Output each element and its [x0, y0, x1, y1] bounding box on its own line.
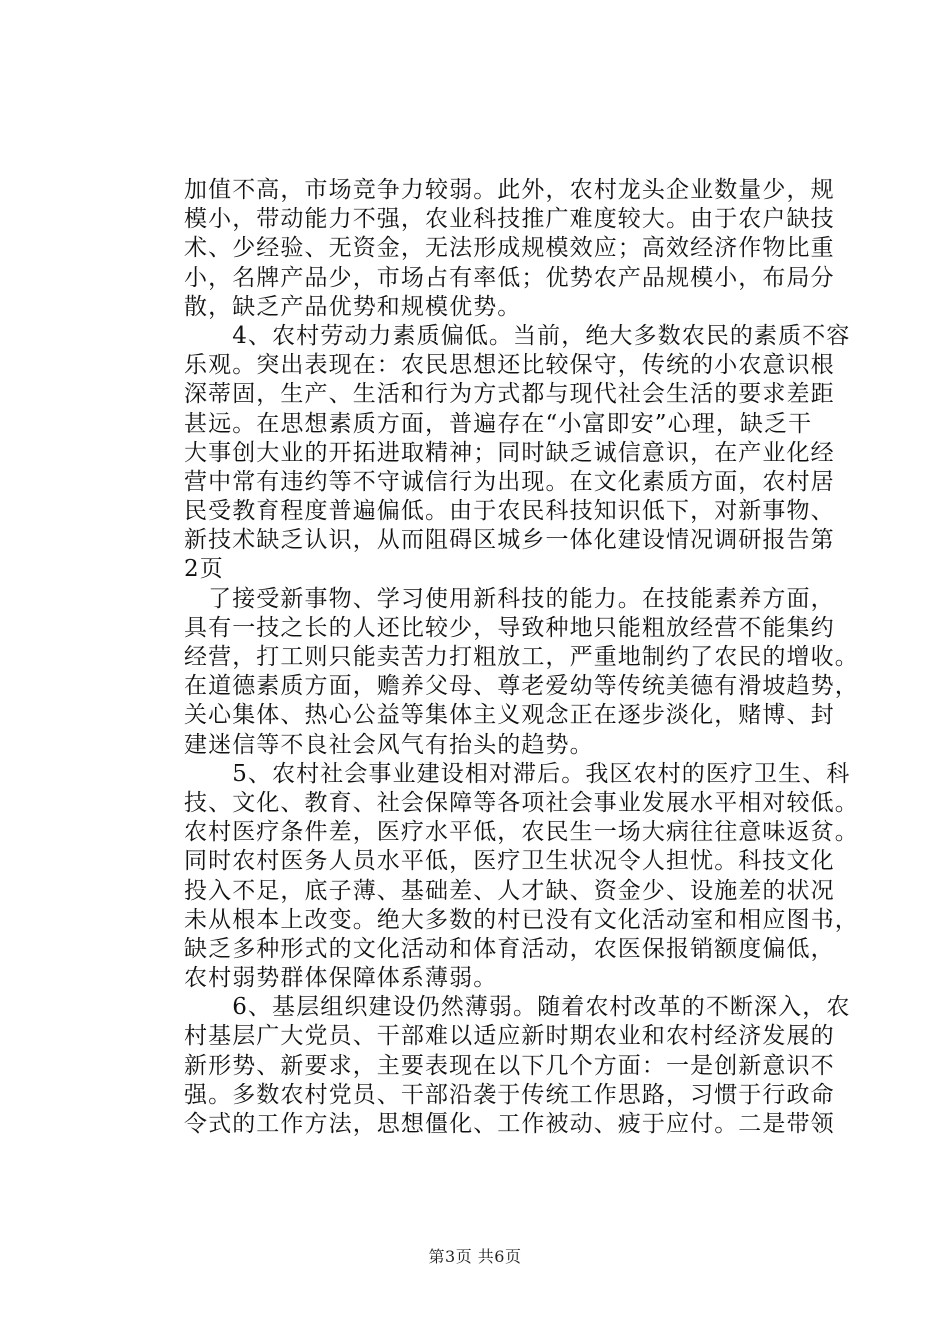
- text-line: 甚远。在思想素质方面，普遍存在“小富即安”心理，缺乏干: [184, 410, 813, 437]
- text-line: 投入不足，底子薄、基础差、人才缺、资金少、设施差的状况: [184, 877, 835, 904]
- text-line: 2页: [184, 556, 224, 583]
- text-line: 术、少经验、无资金，无法形成规模效应；高效经济作物比重: [184, 235, 835, 262]
- text-line: 了接受新事物、学习使用新科技的能力。在技能素养方面，: [184, 585, 835, 612]
- text-line: 同时农村医务人员水平低，医疗卫生状况令人担忧。科技文化: [184, 848, 835, 875]
- text-line: 深蒂固，生产、生活和行为方式都与现代社会生活的要求差距: [184, 381, 835, 408]
- text-line: 6、基层组织建设仍然薄弱。随着农村改革的不断深入，农: [184, 994, 851, 1021]
- text-line: 新技术缺乏认识，从而阻碍区城乡一体化建设情况调研报告第: [184, 527, 835, 554]
- text-line: 在道德素质方面，赡养父母、尊老爱幼等传统美德有滑坡趋势，: [184, 673, 859, 700]
- text-line: 加值不高，市场竞争力较弱。此外，农村龙头企业数量少，规: [184, 177, 835, 203]
- page-footer: 第3页 共6页: [428, 1247, 522, 1266]
- text-line: 村基层广大党员、干部难以适应新时期农业和农村经济发展的: [184, 1023, 835, 1050]
- text-line: 4、农村劳动力素质偏低。当前，绝大多数农民的素质不容: [184, 322, 851, 349]
- text-line: 技、文化、教育、社会保障等各项社会事业发展水平相对较低。: [184, 789, 859, 816]
- text-line: 农村弱势群体保障体系薄弱。: [184, 965, 498, 992]
- body-text: [184, 176, 859, 1139]
- text-line: 模小，带动能力不强，农业科技推广难度较大。由于农户缺技: [184, 206, 835, 233]
- text-line: 乐观。突出表现在：农民思想还比较保守，传统的小农意识根: [184, 352, 835, 379]
- text-line: 令式的工作方法，思想僵化、工作被动、疲于应付。二是带领: [184, 1111, 835, 1137]
- text-line: 缺乏多种形式的文化活动和体育活动，农医保报销额度偏低，: [184, 935, 835, 962]
- text-line: 新形势、新要求，主要表现在以下几个方面：一是创新意识不: [184, 1052, 835, 1079]
- text-line: 农村医疗条件差，医疗水平低，农民生一场大病往往意味返贫。: [184, 819, 859, 846]
- text-line: 强。多数农村党员、干部沿袭于传统工作思路，习惯于行政命: [184, 1081, 835, 1108]
- text-line: 大事创大业的开拓进取精神；同时缺乏诚信意识，在产业化经: [184, 439, 835, 466]
- text-line: 小，名牌产品少，市场占有率低；优势农产品规模小，布局分: [184, 264, 835, 291]
- text-line: 建迷信等不良社会风气有抬头的趋势。: [184, 731, 594, 758]
- text-line: 5、农村社会事业建设相对滞后。我区农村的医疗卫生、科: [184, 760, 851, 787]
- text-line: 营中常有违约等不守诚信行为出现。在文化素质方面，农村居: [184, 468, 835, 495]
- text-line: 散，缺乏产品优势和规模优势。: [184, 293, 522, 320]
- text-line: 未从根本上改变。绝大多数的村已没有文化活动室和相应图书，: [184, 906, 859, 933]
- text-line: 具有一技之长的人还比较少，导致种地只能粗放经营不能集约: [184, 614, 835, 641]
- text-line: 关心集体、热心公益等集体主义观念正在逐步淡化，赌博、封: [184, 702, 835, 729]
- text-line: 民受教育程度普遍偏低。由于农民科技知识低下，对新事物、: [184, 498, 835, 525]
- text-line: 经营，打工则只能卖苦力打粗放工，严重地制约了农民的增收。: [184, 644, 859, 670]
